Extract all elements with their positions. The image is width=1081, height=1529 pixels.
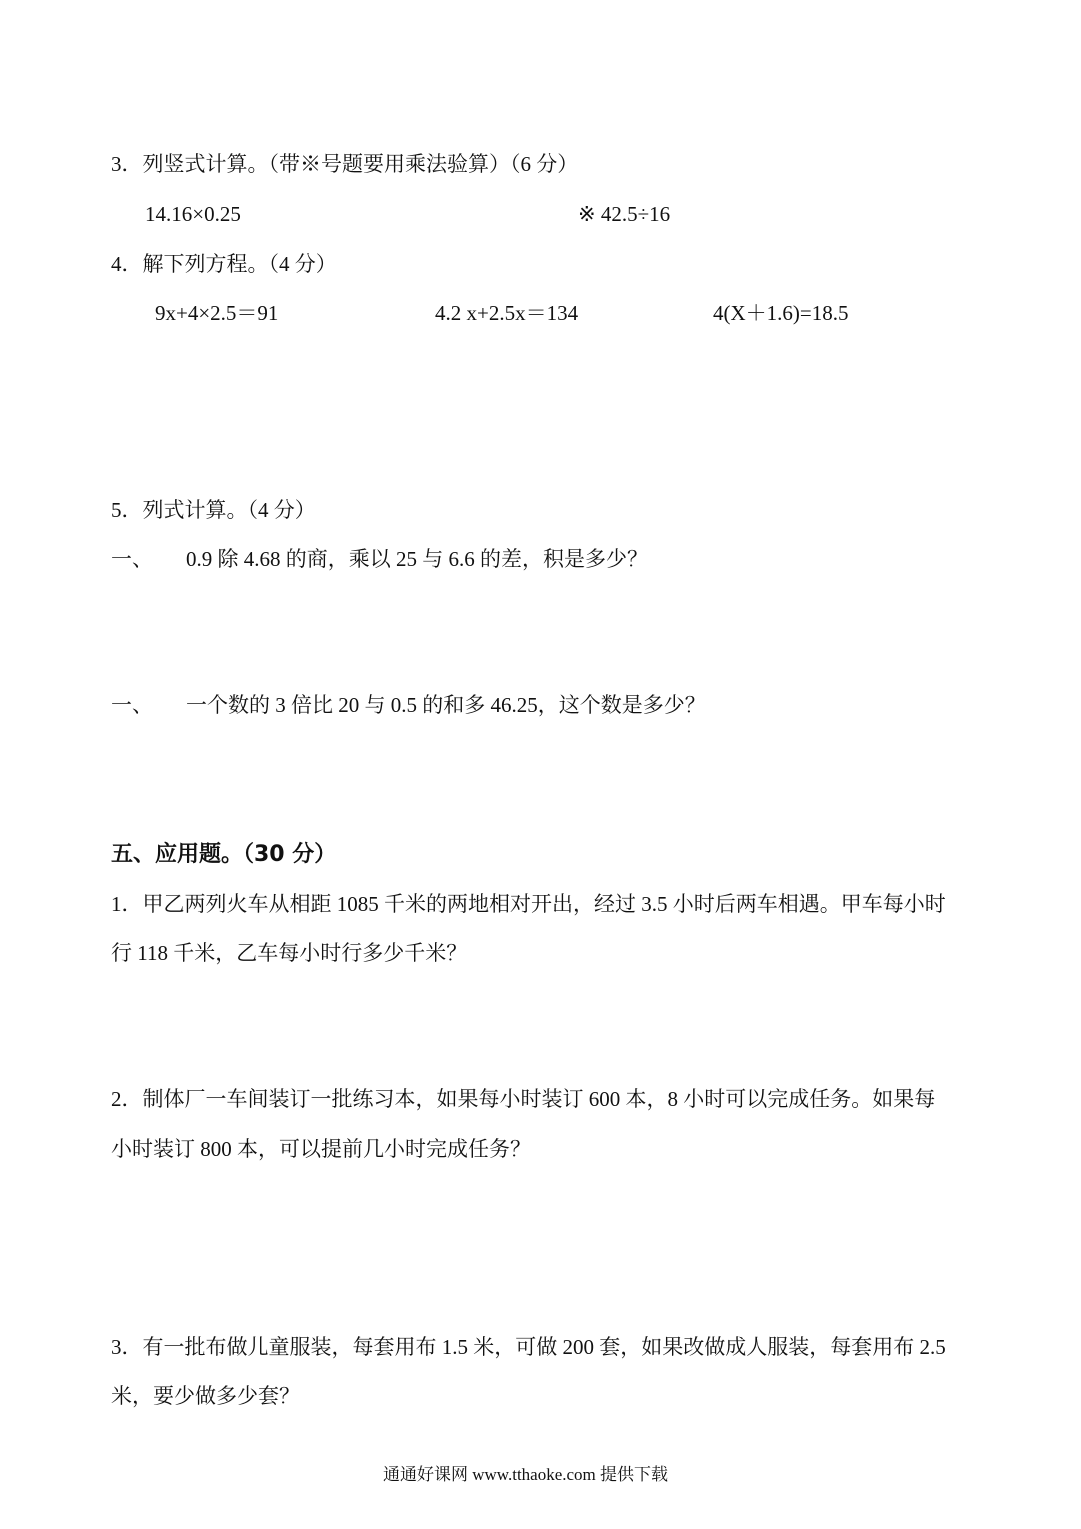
section-5-title: 5．列式计算。（4 分） [111,498,316,522]
section-3-title: 3．列竖式计算。（带※号题要用乘法验算）（6 分） [111,152,579,176]
problem-1-line-2: 行 118 千米，乙车每小时行多少千米？ [111,941,468,965]
equation-1: 9x+4×2.5＝91 [155,301,279,325]
part-5-heading: 五、应用题。（30 分） [111,842,337,867]
section-3-expression-1: 14.16×0.25 [145,202,241,226]
list-item [111,545,153,573]
list-item-text: 0.9 除 4.68 的商，乘以 25 与 6.6 的差，积是多少？ [186,547,648,571]
equation-2: 4.2 x+2.5x＝134 [435,301,579,325]
equation-3: 4(X＋1.6)=18.5 [713,301,849,325]
list-marker: 一、 [111,547,153,571]
problem-3-line-2: 米，要少做多少套？ [111,1384,300,1408]
problem-1-line-1: 1．甲乙两列火车从相距 1085 千米的两地相对开出，经过 3.5 小时后两车相遇。甲车每小时 [111,892,946,916]
list-item [111,691,153,719]
problem-2-line-2: 小时装订 800 本，可以提前几小时完成任务？ [111,1137,531,1161]
section-4-title: 4．解下列方程。（4 分） [111,252,337,276]
problem-3-line-1: 3．有一批布做儿童服装，每套用布 1.5 米，可做 200 套，如果改做成人服装，每套用布 2.5 [111,1335,946,1359]
footer-text: 通通好课网 www.tthaoke.com 提供下载 [383,1465,669,1484]
list-item-text: 一个数的 3 倍比 20 与 0.5 的和多 46.25，这个数是多少？ [186,693,706,717]
list-marker: 一、 [111,693,153,717]
section-3-expression-2: ※ 42.5÷16 [578,202,671,226]
problem-2-line-1: 2．制体厂一车间装订一批练习本，如果每小时装订 600 本，8 小时可以完成任务。如果每 [111,1087,936,1111]
